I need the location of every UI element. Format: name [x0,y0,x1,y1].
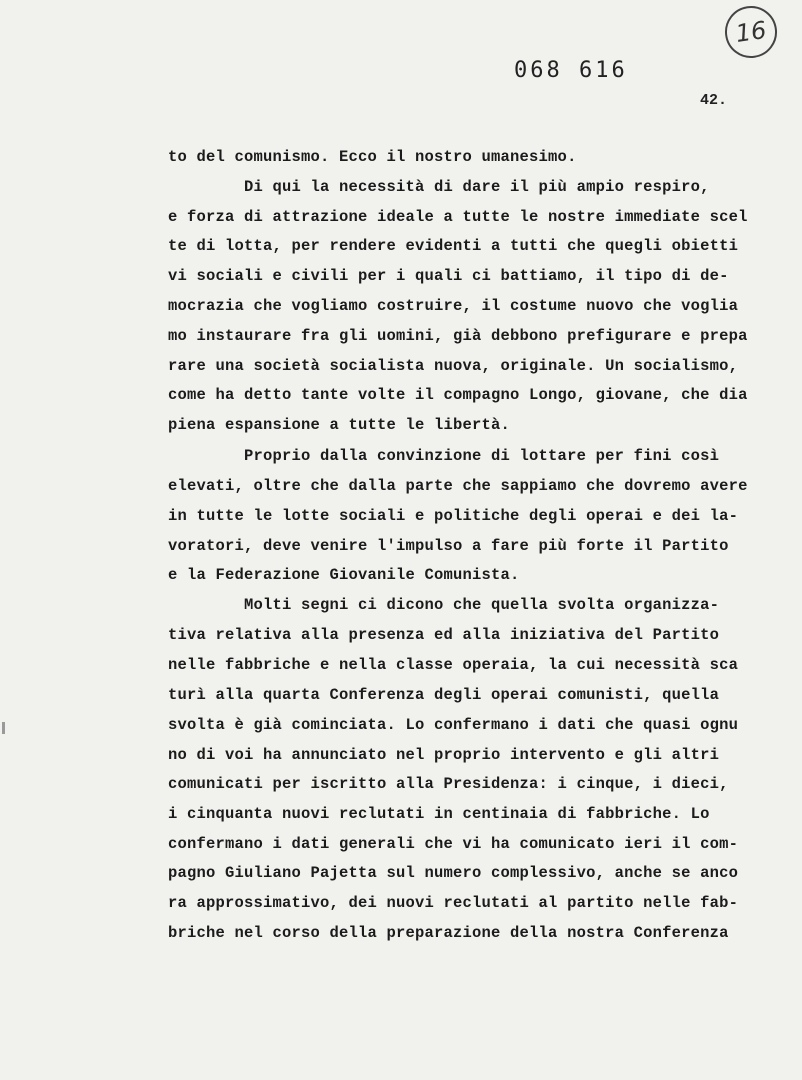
text-line: i cinquanta nuovi reclutati in centinaia di fabbriche. Lo [168,805,710,823]
text-line: e forza di attrazione ideale a tutte le nostre immediate scel [168,208,748,226]
page-number: 42. [700,92,728,109]
text-line: te di lotta, per rendere evidenti a tutti che quegli obietti [168,237,739,255]
text-line: comunicati per iscritto alla Presidenza: i cinque, i dieci, [168,775,729,793]
text-line: Molti segni ci dicono che quella svolta organizza- [168,596,720,614]
page-stamp: 16 [722,3,781,62]
text-line: come ha detto tante volte il compagno Longo, giovane, che dia [168,386,748,404]
text-line: mo instaurare fra gli uomini, già debbono prefigurare e prepa [168,327,748,345]
text-line: no di voi ha annunciato nel proprio intervento e gli altri [168,746,720,764]
text-line: piena espansione a tutte le libertà. [168,416,511,434]
margin-mark [2,722,5,734]
text-line: vi sociali e civili per i quali ci battiamo, il tipo di de- [168,267,729,285]
text-line: ra approssimativo, dei nuovi reclutati al partito nelle fab- [168,894,739,912]
text-line: elevati, oltre che dalla parte che sappiamo che dovremo avere [168,477,748,495]
text-line: briche nel corso della preparazione della nostra Conferenza [168,924,729,942]
text-line: Proprio dalla convinzione di lottare per fini così [168,447,720,465]
text-line: mocrazia che vogliamo costruire, il costume nuovo che voglia [168,297,739,315]
document-number: 068 616 [514,58,628,83]
text-line: Di qui la necessità di dare il più ampio respiro, [168,178,710,196]
text-line: turì alla quarta Conferenza degli operai comunisti, quella [168,686,720,704]
text-line: pagno Giuliano Pajetta sul numero complessivo, anche se anco [168,864,739,882]
text-line: confermano i dati generali che vi ha comunicato ieri il com- [168,835,739,853]
text-line: rare una società socialista nuova, originale. Un socialismo, [168,357,739,375]
text-line: svolta è già cominciata. Lo confermano i dati che quasi ognu [168,716,739,734]
text-line: in tutte le lotte sociali e politiche degli operai e dei la- [168,507,739,525]
text-line: voratori, deve venire l'impulso a fare più forte il Partito [168,537,729,555]
text-line: to del comunismo. Ecco il nostro umanesimo. [168,148,577,166]
text-line: tiva relativa alla presenza ed alla iniziativa del Partito [168,626,720,644]
text-line: nelle fabbriche e nella classe operaia, la cui necessità sca [168,656,739,674]
text-line: e la Federazione Giovanile Comunista. [168,566,520,584]
